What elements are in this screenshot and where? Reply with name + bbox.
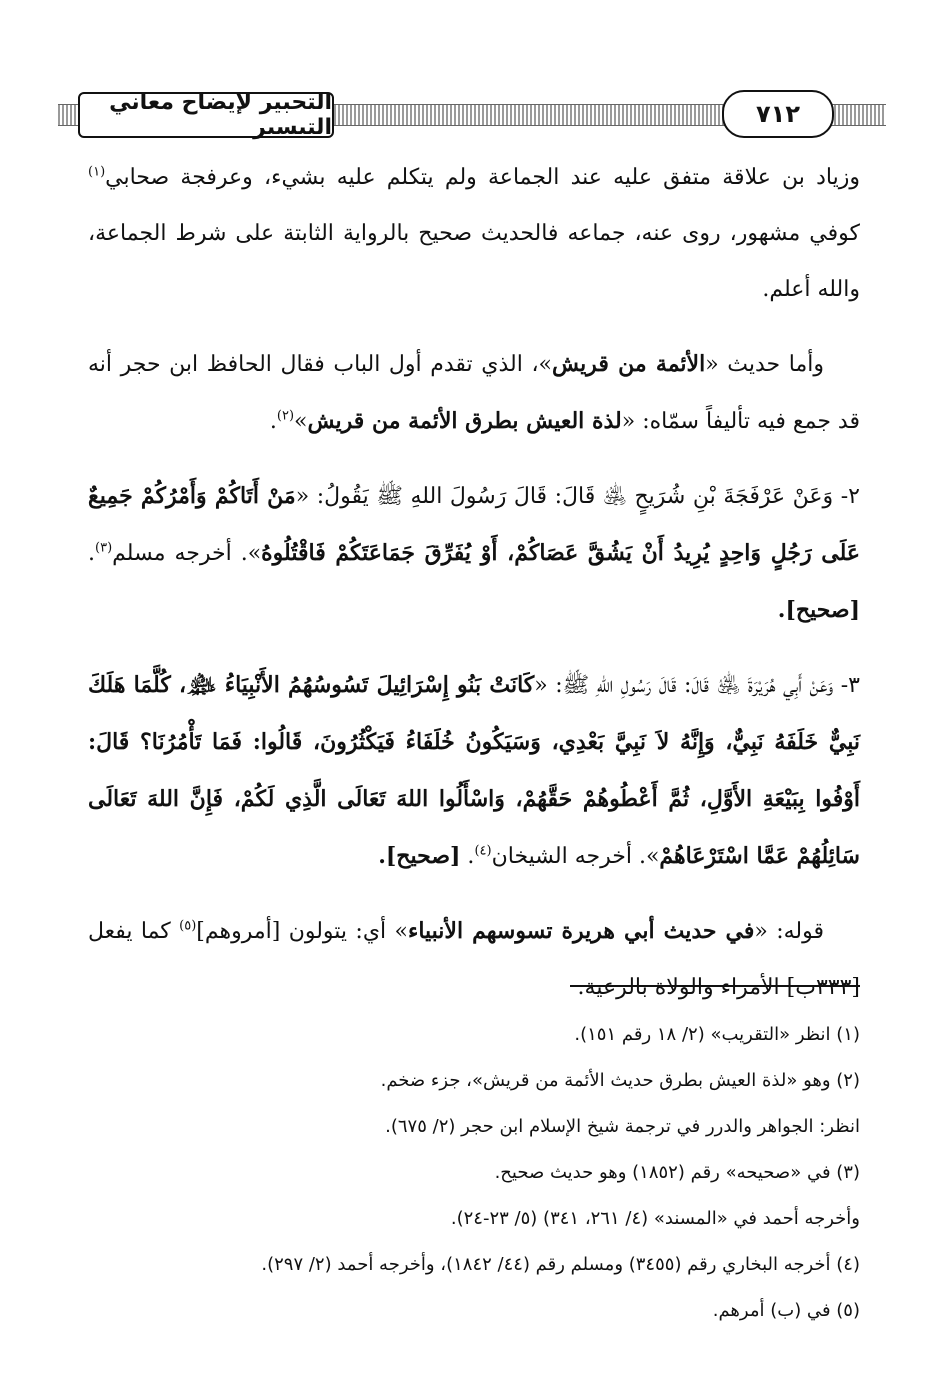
footnote-2-cont: انظر: الجواهر والدرر في ترجمة شيخ الإسلام ابن حجر (٢/ ٦٧٥). <box>385 1116 860 1137</box>
paragraph-1: وزياد بن علاقة متفق عليه عند الجماعة ولم يتكلم عليه بشيء، وعرفجة صحابي$^{(١)}$ كوفي مشهور، روى عنه، جماعه فالحديث صحيح بالرواية الثابتة على شرط الجماعة، والله أعلم. <box>88 164 860 302</box>
footnote-3: (٣) في «صحيحه» رقم (١٨٥٢) وهو حديث صحيح. <box>494 1162 860 1183</box>
book-title: التحبير لإيضاح معاني التيسير <box>78 92 334 138</box>
running-header <box>58 88 886 148</box>
page-number: ٧١٢ <box>722 90 834 138</box>
footnote-5: (٥) في (ب) أمرهم. <box>712 1300 860 1321</box>
footnote-3-cont: وأخرجه أحمد في «المسند» (٤/ ٢٦١، ٣٤١) (٥/ ٢٣-٢٤). <box>450 1208 860 1229</box>
footnote-2: (٢) وهو «لذة العيش بطرق حديث الأئمة من قريش»، جزء ضخم. <box>380 1070 860 1091</box>
grade-sahih-3: [صحيح]. <box>378 843 461 869</box>
footnote-4: (٤) أخرجه البخاري رقم (٣٤٥٥) ومسلم رقم (٤٤/ ١٨٤٢)، وأخرجه أحمد (٢/ ٢٩٧). <box>261 1254 860 1275</box>
paragraph-2: وأما حديث «الأئمة من قريش»، الذي تقدم أول الباب فقال الحافظ ابن حجر أنه قد جمع فيه تأليفاً سمّاه: «لذة العيش بطرق الأئمة من قريش»$^{(٢)}$. <box>88 351 860 434</box>
grade-sahih-2: [صحيح]. <box>777 597 860 623</box>
hadith-3: ٣- وَعَنْ أَبِي هُرَيْرَةَ ﵁ قَالَ: قَالَ رَسُولِ اللهِ ﷺ: «كَانَتْ بَنُو إِسْرَائِيلَ تَسُوسُهُمُ الأَنْبِيَاءُ ﵈، كُلَّمَا هَلَكَ نَبِيٌّ خَلَفَهُ نَبِيٌّ، وَإِنَّهُ لاَ نَبِيَّ بَعْدِي، وَسَيَكُونُ خُلَفَاءُ فَيَكْثُرُونَ، قَالُوا: فَمَا تَأْمُرُنَا؟ قَالَ: أَوْفُوا بِبَيْعَةِ الأَوَّلِ، ثُمَّ أَعْطُوهُمْ حَقَّهُمْ، وَاسْأَلُوا اللهَ تَعَالَى الَّذِي لَكُمْ، فَإِنَّ اللهَ تَعَالَى سَائِلُهُمْ عَمَّا اسْتَرْعَاهُمْ». أخرجه الشيخان$^{(٤)}$. [صحيح]. <box>88 672 860 869</box>
footnote-ref-2: (٢) <box>276 408 295 424</box>
footnote-ref-4: (٤) <box>474 843 492 859</box>
footnote-1: (١) انظر «التقريب» (٢/ ١٨ رقم ١٥١). <box>574 1024 860 1045</box>
footnote-ref-1: (١) <box>88 164 106 180</box>
hadith-2: ٢- وَعَنْ عَرْفَجَةَ بْنِ شُرَيحٍ ﵁ قَالَ: قَالَ رَسُولَ اللهِ ﷺ يَقُولُ: «مَنْ أَتَاكُمْ وَأَمْرُكُمْ جَمِيعٌ عَلَى رَجُلٍ وَاحِدٍ يُرِيدُ أَنْ يَشُقَّ عَصَاكُمْ، أَوْ يُفَرِّقَ جَمَاعَتَكُمْ فَاقْتُلُوهُ». أخرجه مسلم$^{(٣)}$. [صحيح]. <box>88 483 860 623</box>
footnote-ref-3: (٣) <box>95 540 113 556</box>
footnote-divider <box>570 985 860 987</box>
footnote-ref-5: (٥) <box>179 918 197 934</box>
footnotes <box>88 1012 860 1334</box>
main-text <box>88 150 860 1034</box>
paragraph-4: قوله: «في حديث أبي هريرة تسوسهم الأنبياء» أي: يتولون [أمروهم]$^{(٥)}$ كما يفعل [٣٣٣ب] الأمراء والولاة بالرعية. <box>88 918 860 1000</box>
